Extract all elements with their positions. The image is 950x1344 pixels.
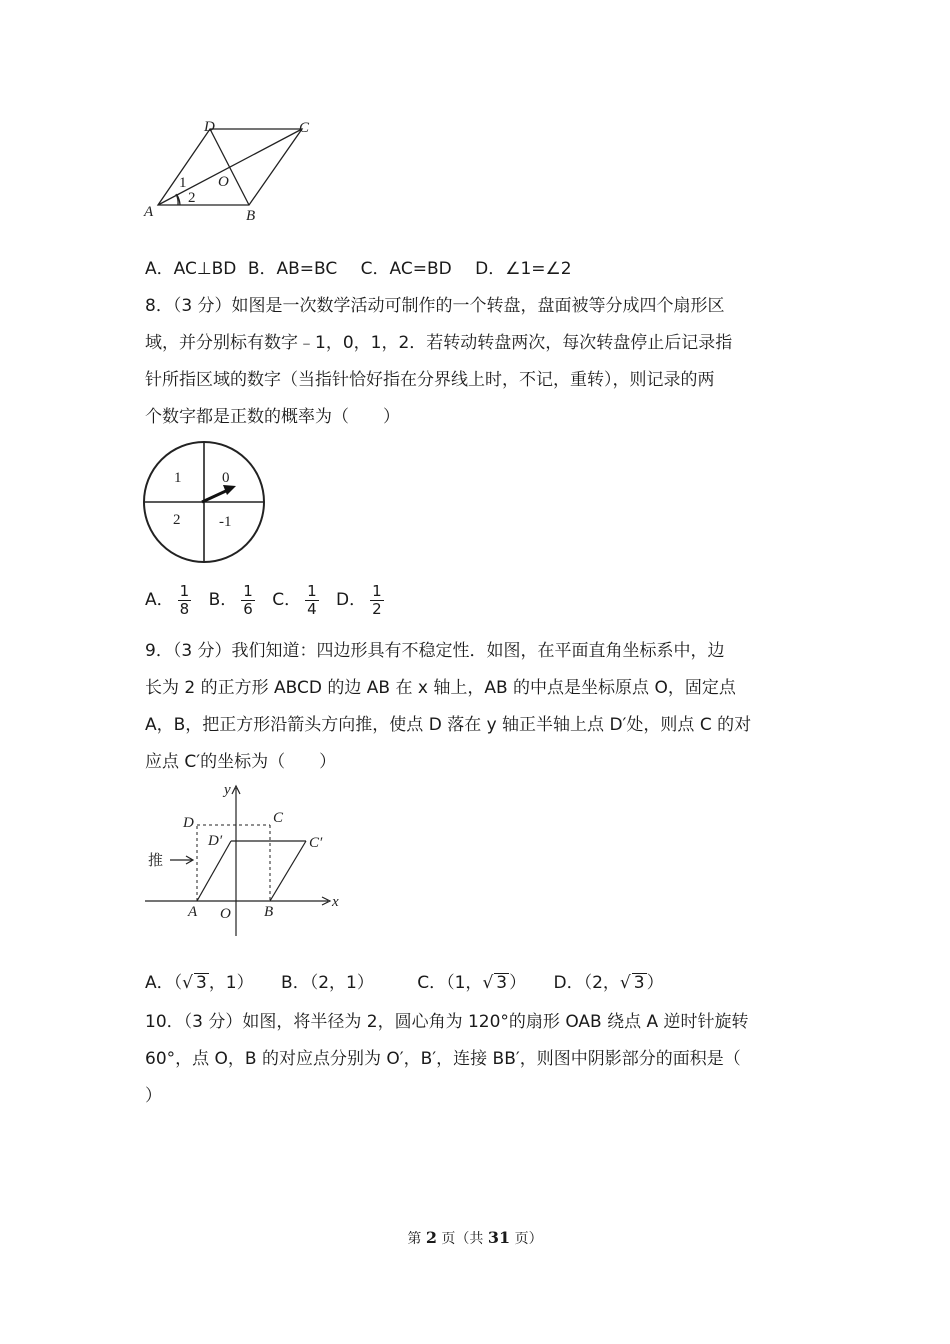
q9-option-d-pre: D．（2， <box>553 973 620 993</box>
parallelogram-figure <box>140 112 340 222</box>
q8-option-b-num: 1 <box>243 581 253 600</box>
q8-option-c-num: 1 <box>307 581 317 600</box>
q8-option-d-label: D． <box>336 590 367 610</box>
q8-option-c-den: 4 <box>307 599 317 618</box>
q7-option-d[interactable]: D．∠1=∠2 <box>475 259 572 279</box>
label-c-prime: C′ <box>309 835 323 851</box>
label-b: B <box>246 208 256 222</box>
q8-option-b[interactable] <box>209 580 259 620</box>
fraction-one-half <box>370 583 384 618</box>
page-footer <box>0 1228 950 1248</box>
footer-mid: 页（共 <box>436 1231 488 1247</box>
label-angle-2: 2 <box>188 190 196 206</box>
q9-option-c[interactable]: C．（1，√ 3 ） <box>417 973 527 993</box>
q9-option-d-post: ） <box>646 973 664 993</box>
q8-text-line-3: 针所指区域的数字（当指针恰好指在分界线上时，不记，重转），则记录的两 <box>145 370 715 390</box>
label-d: D <box>183 815 194 831</box>
sqrt-3-d: 3 <box>633 973 645 993</box>
q9-text-line-3: A，B，把正方形沿箭头方向推，使点 D 落在 y 轴正半轴上点 D′处，则点 C 的对 <box>145 715 752 735</box>
q8-option-b-den: 6 <box>243 599 253 618</box>
sqrt-3-c: 3 <box>496 973 508 993</box>
q8-text-line-2: 域，并分别标有数字﹣1，0，1，2．若转动转盘两次，每次转盘停止后记录指 <box>145 333 733 353</box>
q8-text-line-1: 8．（3 分）如图是一次数学活动可制作的一个转盘，盘面被等分成四个扇形区 <box>145 296 725 316</box>
q9-options <box>145 972 664 994</box>
footer-post: 页） <box>510 1231 543 1247</box>
q8-option-d[interactable] <box>336 580 388 620</box>
q7-option-b[interactable]: B．AB=BC <box>247 259 338 279</box>
label-angle-1: 1 <box>179 175 187 191</box>
fraction-one-quarter <box>305 583 319 618</box>
push-label: 推 <box>148 853 164 869</box>
q8-option-c-label: C． <box>272 590 302 610</box>
label-d: D <box>204 119 215 135</box>
q7-options <box>145 258 572 280</box>
coordinate-figure <box>140 780 350 940</box>
footer-pre: 第 <box>407 1231 426 1247</box>
spinner-figure <box>142 440 268 566</box>
fraction-one-eighth <box>178 583 192 618</box>
q8-text-line-4: 个数字都是正数的概率为（ ） <box>145 407 400 427</box>
label-x-axis: x <box>332 894 339 910</box>
q8-option-b-label: B． <box>208 590 238 610</box>
sqrt-3-a: 3 <box>195 973 207 993</box>
label-c: C <box>273 810 284 826</box>
q9-text-line-2: 长为 2 的正方形 ABCD 的边 AB 在 x 轴上，AB 的中点是坐标原点 O，固定点 <box>145 678 736 698</box>
q8-option-a[interactable] <box>145 580 195 620</box>
q9-option-a[interactable]: A．（√ 3 ，1） <box>145 973 254 993</box>
spinner-sector-top-right: 0 <box>222 470 230 486</box>
q9-text-line-1: 9．（3 分）我们知道：四边形具有不稳定性．如图，在平面直角坐标系中，边 <box>145 641 725 661</box>
q8-option-a-label: A． <box>145 590 174 610</box>
spinner-sector-bottom-right: -1 <box>219 514 232 530</box>
footer-page-number: 2 <box>425 1228 437 1247</box>
q9-option-a-pre: A．（ <box>145 973 183 993</box>
q8-option-c[interactable] <box>272 580 322 620</box>
q7-option-c[interactable]: C．AC=BD <box>360 259 452 279</box>
label-a: A <box>188 904 198 920</box>
label-o: O <box>220 906 231 922</box>
q8-option-a-num: 1 <box>179 581 190 600</box>
q10-text-line-1: 10．（3 分）如图，将半径为 2，圆心角为 120°的扇形 OAB 绕点 A 逆时针旋转 <box>145 1012 749 1032</box>
fraction-one-sixth <box>241 583 255 618</box>
q8-option-d-den: 2 <box>372 599 382 618</box>
q10-text-line-2: 60°，点 O，B 的对应点分别为 O′，B′，连接 BB′，则图中阴影部分的面积是（ <box>145 1049 741 1069</box>
spinner-sector-bottom-left: 2 <box>173 512 181 528</box>
label-d-prime: D′ <box>208 833 223 849</box>
q8-option-a-den: 8 <box>179 599 190 618</box>
label-a: A <box>144 204 154 220</box>
q7-option-a[interactable]: A．AC⊥BD <box>145 259 237 279</box>
q8-option-d-num: 1 <box>372 581 382 600</box>
q9-option-c-post: ） <box>509 973 527 993</box>
label-c: C <box>299 120 310 136</box>
spinner-sector-top-left: 1 <box>174 470 182 486</box>
q9-option-a-post: ，1） <box>208 973 254 993</box>
footer-total-pages: 31 <box>487 1228 511 1247</box>
q9-option-c-pre: C．（1， <box>417 973 483 993</box>
q9-option-b[interactable]: B．（2，1） <box>281 973 374 993</box>
q9-text-line-4: 应点 C′的坐标为（ ） <box>145 752 337 772</box>
label-y-axis: y <box>224 782 231 798</box>
q9-option-d[interactable]: D．（2，√ 3 ） <box>553 973 664 993</box>
label-o: O <box>218 174 229 190</box>
q10-text-line-3: ） <box>145 1086 162 1106</box>
q8-options <box>145 580 388 620</box>
label-b: B <box>264 904 274 920</box>
